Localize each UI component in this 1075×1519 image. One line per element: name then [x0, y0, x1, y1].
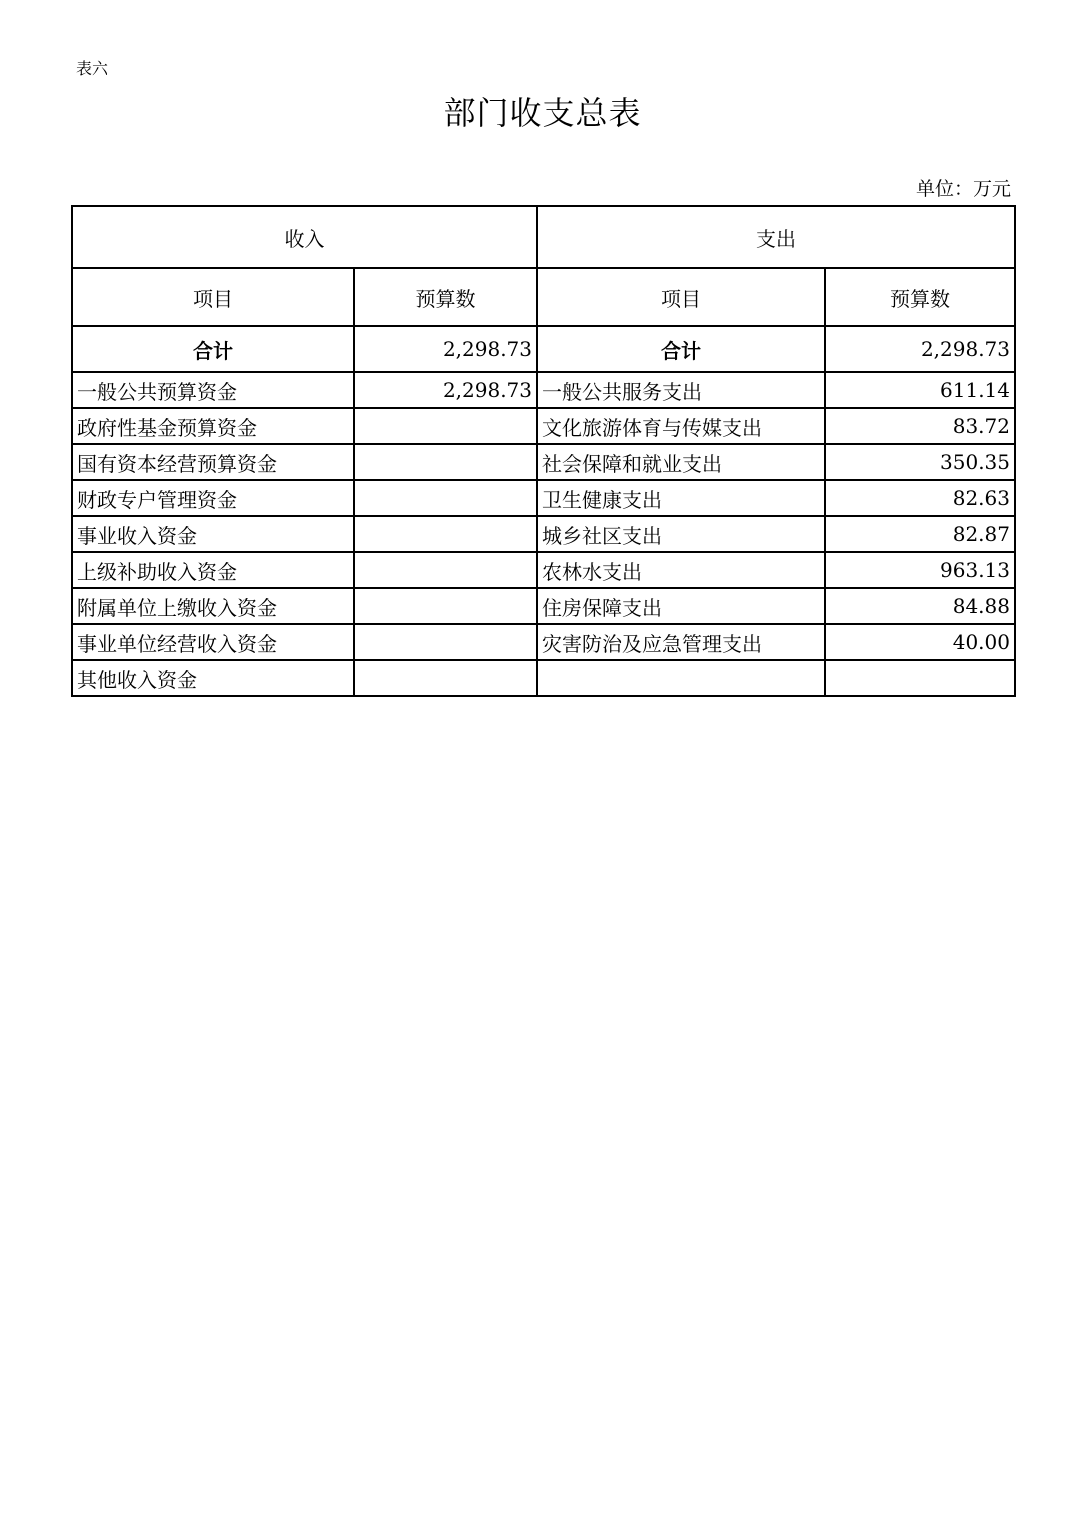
income-item-cell: 其他收入资金 — [72, 660, 354, 696]
income-value-cell — [354, 660, 537, 696]
expenditure-value-cell: 82.63 — [825, 480, 1015, 516]
expenditure-total-value: 2,298.73 — [825, 326, 1015, 372]
expenditure-value-cell: 82.87 — [825, 516, 1015, 552]
table-row — [72, 408, 1015, 444]
income-item-cell: 一般公共预算资金 — [72, 372, 354, 408]
table-row — [72, 660, 1015, 696]
expenditure-item-cell: 农林水支出 — [537, 552, 825, 588]
income-value-cell — [354, 552, 537, 588]
expenditure-item-cell — [537, 660, 825, 696]
expenditure-value-cell: 40.00 — [825, 624, 1015, 660]
income-item-cell: 国有资本经营预算资金 — [72, 444, 354, 480]
page-title: 部门收支总表 — [443, 94, 642, 132]
income-value-cell — [354, 408, 537, 444]
column-header-row — [72, 268, 1015, 326]
income-item-cell: 政府性基金预算资金 — [72, 408, 354, 444]
income-item-cell: 事业单位经营收入资金 — [72, 624, 354, 660]
expenditure-item-cell: 文化旅游体育与传媒支出 — [537, 408, 825, 444]
expenditure-item-cell: 住房保障支出 — [537, 588, 825, 624]
expenditure-item-cell: 卫生健康支出 — [537, 480, 825, 516]
income-item-cell: 事业收入资金 — [72, 516, 354, 552]
income-value-cell — [354, 588, 537, 624]
expenditure-item-cell: 一般公共服务支出 — [537, 372, 825, 408]
expenditure-value-cell: 84.88 — [825, 588, 1015, 624]
income-value-cell: 2,298.73 — [354, 372, 537, 408]
expenditure-section-header: 支出 — [537, 206, 1015, 268]
expenditure-value-cell: 611.14 — [825, 372, 1015, 408]
table-row — [72, 372, 1015, 408]
income-item-cell: 附属单位上缴收入资金 — [72, 588, 354, 624]
expenditure-value-cell: 963.13 — [825, 552, 1015, 588]
table-row — [72, 588, 1015, 624]
expenditure-value-cell: 83.72 — [825, 408, 1015, 444]
unit-label: 单位：万元 — [915, 178, 1011, 200]
income-item-cell: 财政专户管理资金 — [72, 480, 354, 516]
expenditure-item-cell: 灾害防治及应急管理支出 — [537, 624, 825, 660]
income-value-cell — [354, 624, 537, 660]
budget-table — [71, 205, 1016, 697]
table-row — [72, 480, 1015, 516]
expenditure-value-cell — [825, 660, 1015, 696]
expenditure-budget-header: 预算数 — [825, 268, 1015, 326]
income-section-header: 收入 — [72, 206, 537, 268]
table-number: 表六 — [76, 59, 109, 78]
income-budget-header: 预算数 — [354, 268, 537, 326]
total-row — [72, 326, 1015, 372]
table-row — [72, 444, 1015, 480]
income-item-cell: 上级补助收入资金 — [72, 552, 354, 588]
income-value-cell — [354, 516, 537, 552]
income-total-label: 合计 — [72, 326, 354, 372]
expenditure-item-header: 项目 — [537, 268, 825, 326]
expenditure-item-cell: 社会保障和就业支出 — [537, 444, 825, 480]
income-item-header: 项目 — [72, 268, 354, 326]
income-value-cell — [354, 480, 537, 516]
expenditure-item-cell: 城乡社区支出 — [537, 516, 825, 552]
table-row — [72, 552, 1015, 588]
income-total-value: 2,298.73 — [354, 326, 537, 372]
expenditure-value-cell: 350.35 — [825, 444, 1015, 480]
expenditure-total-label: 合计 — [537, 326, 825, 372]
table-row — [72, 624, 1015, 660]
table-row — [72, 516, 1015, 552]
income-value-cell — [354, 444, 537, 480]
section-header-row — [72, 206, 1015, 268]
